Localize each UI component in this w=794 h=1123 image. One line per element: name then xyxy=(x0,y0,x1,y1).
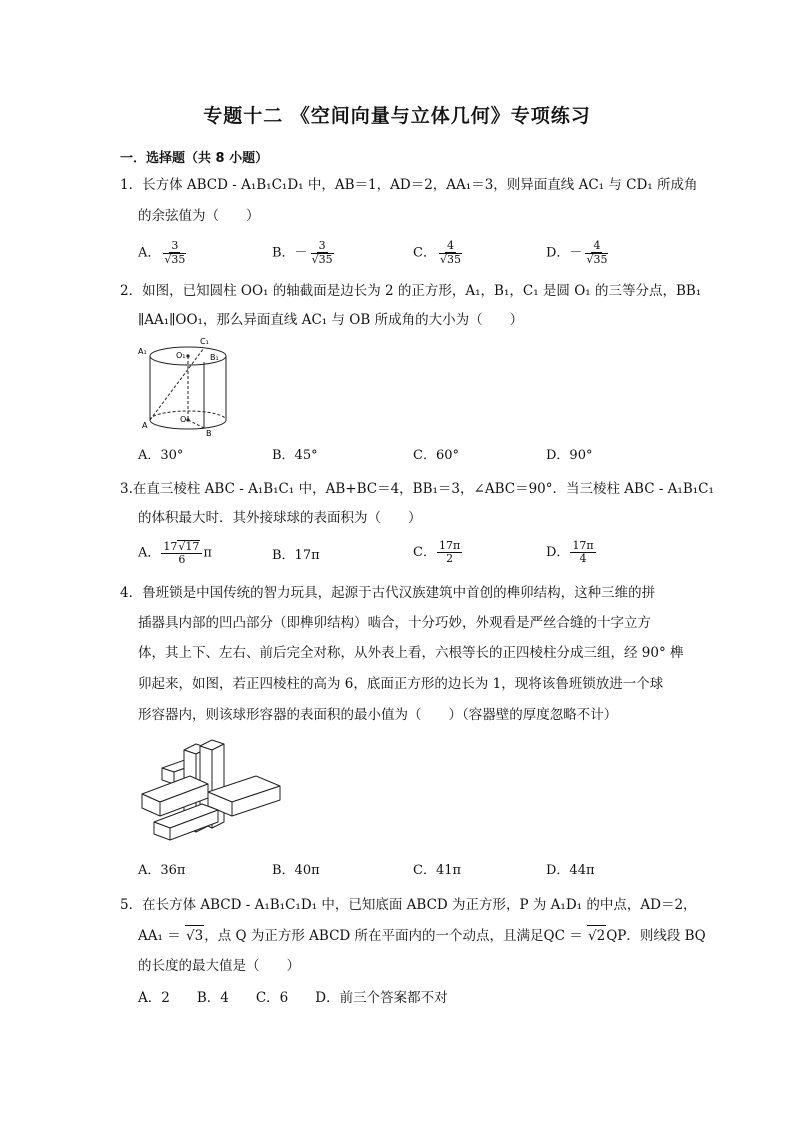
q4-line2: 插器具内部的凹凸部分（即榫卯结构）啮合，十分巧妙，外观看是严丝合缝的十字立方 xyxy=(138,615,651,631)
q2-option-a: A．30° xyxy=(138,448,184,463)
label-a: A xyxy=(142,421,148,430)
q5-line3: 的长度的最大值是（ ） xyxy=(138,958,300,974)
page-title: 专题十二 《空间向量与立体几何》专项练习 xyxy=(203,105,591,127)
q4-line4: 卯起来，如图，若正四棱柱的高为 6，底面正方形的边长为 1，现将该鲁班锁放进一个球 xyxy=(138,676,664,692)
q4-line5: 形容器内，则该球形容器的表面积的最小值为（ ）（容器壁的厚度忽略不计） xyxy=(138,707,618,723)
q1-option-d: D．－ 4 √ 35 xyxy=(546,240,611,266)
q1-option-c: C． 4 √ 35 xyxy=(413,240,465,266)
q2-line1: 2．如图，已知圆柱 OO₁ 的轴截面是边长为 2 的正方形，A₁，B₁，C₁ 是圆 O₁ 的三等分点，BB₁ xyxy=(120,283,702,299)
label-a1: A₁ xyxy=(138,347,147,356)
q5-line1: 5．在长方体 ABCD - A₁B₁C₁D₁ 中，已知底面 ABCD 为正方形，P 为 A₁D₁ 的中点，AD＝2， xyxy=(120,897,697,913)
q4-line1: 4．鲁班锁是中国传统的智力玩具，起源于古代汉族建筑中首创的榫卯结构，这种三维的拼 xyxy=(120,585,656,601)
cylinder-figure xyxy=(136,334,236,440)
q1-line1: 1．长方体 ABCD - A₁B₁C₁D₁ 中，AB＝1，AD＝2，AA₁＝3，则异面直线 AC₁ 与 CD₁ 所成角 xyxy=(120,177,698,193)
q1-option-b: B．－ 3 √ 35 xyxy=(272,240,337,266)
q3-option-b: B．17π xyxy=(272,548,320,563)
section-heading: 一．选择题（共 8 小题） xyxy=(120,151,269,166)
label-c1: C₁ xyxy=(200,337,209,346)
label-b: B xyxy=(206,429,212,438)
q3-line1: 3.在直三棱柱 ABC - A₁B₁C₁ 中，AB+BC＝4，BB₁＝3，∠ABC＝90°．当三棱柱 ABC - A₁B₁C₁ xyxy=(120,481,714,497)
q3-option-c: C． $\frac{17\pi}{2}$ xyxy=(413,539,461,565)
label-o1: O₁ xyxy=(176,351,186,360)
q2-option-d: D．90° xyxy=(546,448,593,463)
q2-line2: ∥AA₁∥OO₁，那么异面直线 AC₁ 与 OB 所成角的大小为（ ） xyxy=(138,312,524,328)
q4-option-a: A．36π xyxy=(138,863,186,878)
q1-option-a: A． 3 √ 35 xyxy=(138,240,189,266)
q4-option-b: B．40π xyxy=(272,863,320,878)
label-b1: B₁ xyxy=(210,353,219,362)
q5-line2: AA₁ ＝ √ 3，点 Q 为正方形 ABCD 所在平面内的一个动点，且满足QC ＝ √ 2QP．则线段 BQ xyxy=(138,925,706,946)
q4-option-d: D．44π xyxy=(546,863,595,878)
q2-option-b: B．45° xyxy=(272,448,318,463)
q3-line2: 的体积最大时．其外接球球的表面积为（ ） xyxy=(138,510,422,526)
q2-option-c: C．60° xyxy=(413,448,459,463)
q3-option-d: D． $\frac{17\pi}{4}$ xyxy=(546,539,594,565)
luban-lock-figure xyxy=(138,736,290,850)
q5-options: A．2 B．4 C．6 D．前三个答案都不对 xyxy=(138,990,448,1006)
q1-line2: 的余弦值为（ ） xyxy=(138,208,260,224)
label-o: O xyxy=(180,415,187,424)
q3-option-a: A． $\frac{17√ 17}{6}$ π xyxy=(138,540,212,566)
q4-line3: 体，其上下、左右、前后完全对称，从外表上看，六根等长的正四棱柱分成三组，经 90° 榫 xyxy=(138,645,684,661)
q4-option-c: C．41π xyxy=(413,863,462,878)
